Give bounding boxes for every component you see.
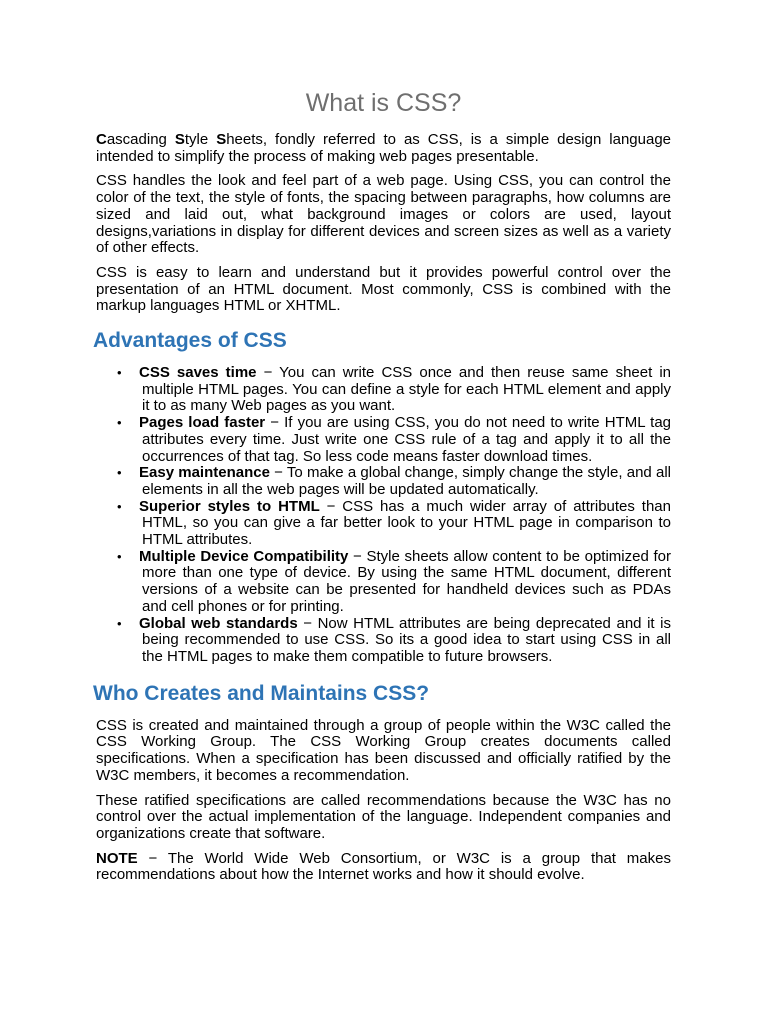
- list-item-term: Multiple Device Compatibility: [139, 547, 349, 565]
- list-item-term: Superior styles to HTML: [139, 497, 320, 515]
- list-item: [96, 465, 671, 498]
- bullet-icon: •: [117, 465, 122, 481]
- note-paragraph: [96, 851, 671, 884]
- list-item: [96, 549, 671, 616]
- list-item-text: − Now HTML attributes are being deprecated and it is being recommended to use CSS. So its a good idea to start using CSS in all the HTML pages to make them compatible to future browsers.: [142, 614, 671, 665]
- initial-s-style: S: [174, 131, 185, 148]
- initial-s-sheets: S: [216, 131, 227, 148]
- note-label: NOTE: [96, 849, 138, 867]
- note-text: − The World Wide Web Consortium, or W3C is a group that makes recommendations about how the Internet works and how it should evolve.: [96, 849, 671, 884]
- list-item: [96, 499, 671, 549]
- list-item-term: Pages load faster: [139, 414, 266, 432]
- bullet-icon: •: [117, 415, 122, 431]
- list-item-text: − To make a global change, simply change the style, and all elements in all the web pages will be updated automatically.: [142, 464, 671, 498]
- initial-c: C: [96, 131, 107, 148]
- list-item-text: − Style sheets allow content to be optimized for more than one type of device. By using the same HTML document, different versions of a website can be presented for handheld devices such as PDAs and cell phones or for printing.: [142, 547, 671, 615]
- maintainers-paragraph-2: These ratified specifications are called recommendations because the W3C has no control over the actual implementation of the language. Independent companies and organizations create that software.: [96, 791, 671, 842]
- maintainers-paragraph-1: CSS is created and maintained through a group of people within the W3C called the CSS Working Group. The CSS Working Group creates documents called specifications. When a specification has been discussed and officially ratified by the W3C members, it becomes a recommendation.: [96, 716, 671, 784]
- bullet-icon: •: [117, 365, 122, 381]
- list-item-text: − If you are using CSS, you do not need to write HTML tag attributes every time. Just write one CSS rule of a tag and apply it to all the occurrences of that tag. So less code means faster download times.: [142, 414, 671, 465]
- advantages-heading: Advantages of CSS: [93, 329, 287, 353]
- list-item-term: CSS saves time: [139, 364, 257, 382]
- list-item: [96, 415, 671, 465]
- bullet-icon: •: [117, 615, 122, 631]
- document-page: [93, 86, 672, 892]
- intro-paragraph-1-rest: heets, fondly referred to as CSS, is a simple design language intended to simplify the process of making web pages presentable.: [96, 131, 672, 165]
- advantages-list: [96, 365, 671, 666]
- list-item-term: Global web standards: [139, 614, 298, 632]
- list-item-term: Easy maintenance: [139, 464, 270, 482]
- list-item-text: − You can write CSS once and then reuse same sheet in multiple HTML pages. You can define a style for each HTML element and apply it to as many Web pages as you want.: [142, 364, 672, 415]
- bullet-icon: •: [117, 548, 122, 564]
- list-item-text: − CSS has a much wider array of attributes than HTML, so you can give a far better look to your HTML page in comparison to HTML attributes.: [142, 497, 671, 549]
- list-item: [96, 365, 671, 415]
- word-ascading: ascading: [106, 131, 175, 148]
- intro-paragraph-2: CSS handles the look and feel part of a web page. Using CSS, you can control the color of the text, the style of fonts, the spacing between paragraphs, how columns are sized and laid out, what background images or colors are used, layout designs,variations in display for different devices and screen sizes as well as a variety of other effects.: [96, 172, 671, 257]
- list-item: [96, 616, 671, 666]
- maintainers-heading: Who Creates and Maintains CSS?: [93, 681, 430, 705]
- intro-paragraph-3: CSS is easy to learn and understand but it provides powerful control over the presentation of an HTML document. Most commonly, CSS is combined with the markup languages HTML or XHTML.: [96, 263, 671, 315]
- bullet-icon: •: [117, 498, 122, 514]
- word-tyle: tyle: [184, 131, 217, 148]
- intro-paragraph-1: [96, 132, 671, 165]
- page-title: What is CSS?: [305, 89, 462, 117]
